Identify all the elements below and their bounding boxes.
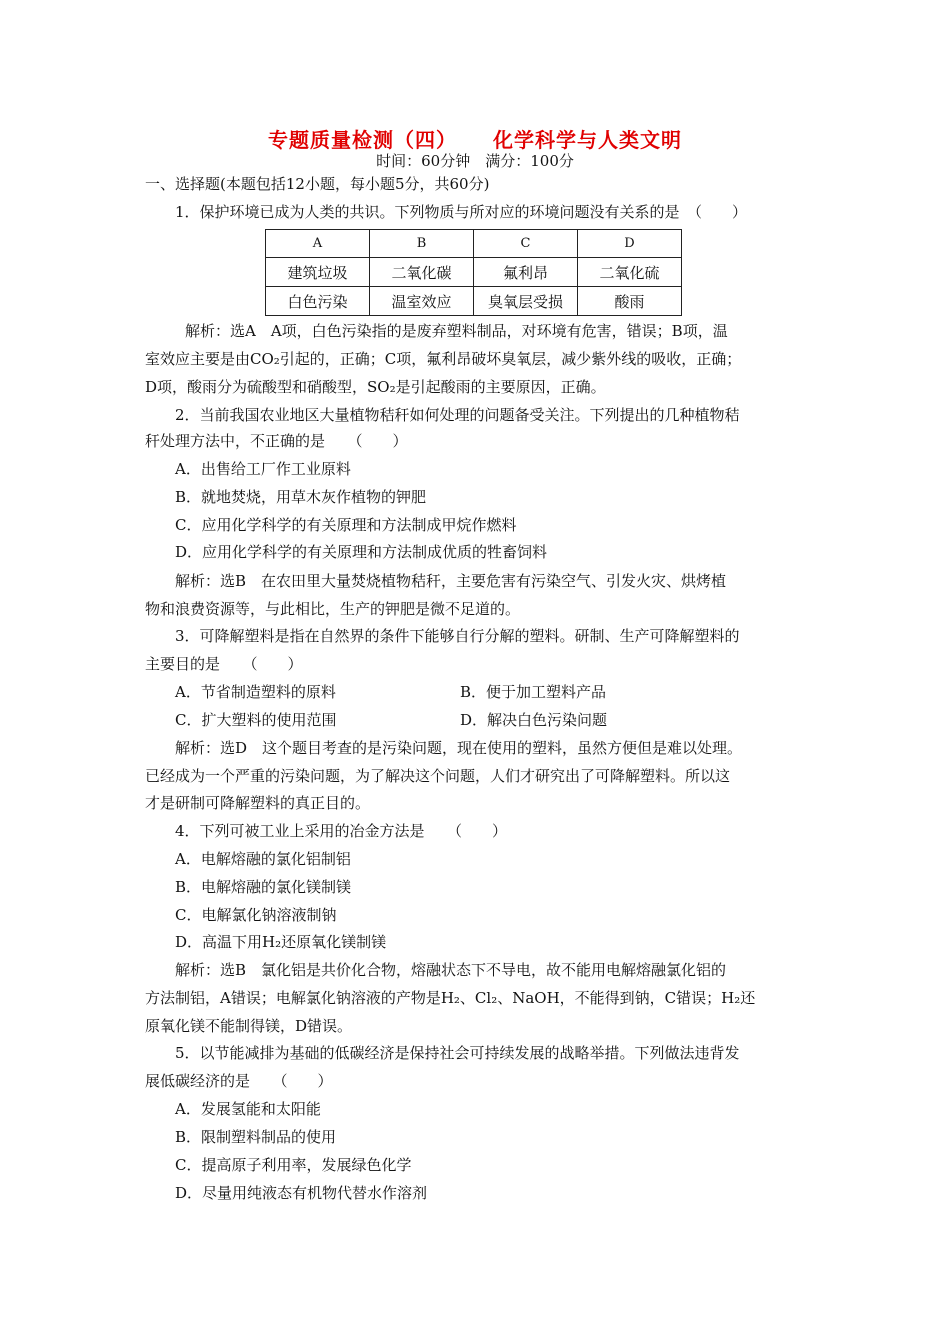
q2-stem-line: 2．当前我国农业地区大量植物秸秆如何处理的问题备受关注。下列提出的几种植物秸 — [175, 406, 740, 424]
q5-option-b: B．限制塑料制品的使用 — [175, 1128, 337, 1146]
section-heading: 一、选择题(本题包括12小题，每小题5分，共60分) — [145, 175, 490, 193]
q1-analysis-line: 解析：选A A项，白色污染指的是废弃塑料制品，对环境有危害，错误；B项，温 — [185, 322, 728, 340]
q2-analysis-line: 物和浪费资源等，与此相比，生产的钾肥是微不足道的。 — [145, 600, 521, 618]
q4-analysis-line: 原氧化镁不能制得镁，D错误。 — [145, 1017, 353, 1035]
q3-stem-line: 3．可降解塑料是指在自然界的条件下能够自行分解的塑料。研制、生产可降解塑料的 — [175, 627, 740, 645]
q3-option-d: D．解决白色污染问题 — [460, 711, 608, 729]
q5-stem-line: 展低碳经济的是 （ ） — [145, 1072, 333, 1090]
q4-analysis-line: 解析：选B 氯化铝是共价化合物，熔融状态下不导电，故不能用电解熔融氯化铝的 — [175, 961, 727, 979]
q4-analysis-line: 方法制铝，A错误；电解氯化钠溶液的产物是H₂、Cl₂、NaOH，不能得到钠，C错误；H₂还 — [145, 989, 756, 1007]
q2-option-d: D．应用化学科学的有关原理和方法制成优质的牲畜饲料 — [175, 543, 548, 561]
q1-table-row — [266, 258, 682, 287]
q1-table-header: A — [266, 230, 370, 258]
q2-stem-line: 秆处理方法中，不正确的是 （ ） — [145, 432, 408, 450]
q1-table-row — [266, 287, 682, 316]
q1-table-cell: 氟利昂 — [474, 258, 578, 287]
q1-analysis-line: 室效应主要是由CO₂引起的，正确；C项，氟利昂破坏臭氧层，减少紫外线的吸收，正确； — [145, 350, 742, 368]
q4-stem: 4．下列可被工业上采用的冶金方法是 （ ） — [175, 822, 508, 840]
q1-table-cell: 温室效应 — [370, 287, 474, 316]
q2-option-c: C．应用化学科学的有关原理和方法制成甲烷作燃料 — [175, 516, 517, 534]
q1-table-cell: 酸雨 — [578, 287, 682, 316]
q1-stem: 1．保护环境已成为人类的共识。下列物质与所对应的环境问题没有关系的是 （ ） — [175, 203, 748, 221]
q4-option-d: D．高温下用H₂还原氧化镁制镁 — [175, 933, 387, 951]
q1-analysis-line: D项，酸雨分为硫酸型和硝酸型，SO₂是引起酸雨的主要原因，正确。 — [145, 378, 606, 396]
q1-table-cell: 臭氧层受损 — [474, 287, 578, 316]
q1-table-cell: 二氧化碳 — [370, 258, 474, 287]
q1-table-header-row — [266, 230, 682, 258]
q5-stem-line: 5．以节能减排为基础的低碳经济是保持社会可持续发展的战略举措。下列做法违背发 — [175, 1044, 740, 1062]
q4-option-a: A．电解熔融的氯化铝制铝 — [175, 850, 351, 868]
title-left: 专题质量检测（四） — [268, 128, 457, 152]
q3-analysis-line: 已经成为一个严重的污染问题，为了解决这个问题，人们才研究出了可降解塑料。所以这 — [145, 767, 731, 785]
q5-option-d: D．尽量用纯液态有机物代替水作溶剂 — [175, 1184, 428, 1202]
q2-option-a: A．出售给工厂作工业原料 — [175, 460, 351, 478]
q1-table-header: B — [370, 230, 474, 258]
q1-table-cell: 二氧化硫 — [578, 258, 682, 287]
q4-option-b: B．电解熔融的氯化镁制镁 — [175, 878, 352, 896]
q2-option-b: B．就地焚烧，用草木灰作植物的钾肥 — [175, 488, 427, 506]
q1-table-header: C — [474, 230, 578, 258]
q1-table — [265, 229, 682, 316]
exam-meta: 时间：60分钟 满分：100分 — [376, 152, 574, 170]
q2-analysis-line: 解析：选B 在农田里大量焚烧植物秸秆，主要危害有污染空气、引发火灾、烘烤植 — [175, 572, 727, 590]
q3-analysis-line: 解析：选D 这个题目考查的是污染问题，现在使用的塑料，虽然方便但是难以处理。 — [175, 739, 743, 757]
q3-option-c: C．扩大塑料的使用范围 — [175, 711, 337, 729]
q1-table-header: D — [578, 230, 682, 258]
title-right: 化学科学与人类文明 — [493, 128, 682, 152]
q1-table-cell: 白色污染 — [266, 287, 370, 316]
q3-option-b: B．便于加工塑料产品 — [460, 683, 607, 701]
page-title — [0, 124, 950, 153]
q3-stem-line: 主要目的是 （ ） — [145, 655, 303, 673]
q4-option-c: C．电解氯化钠溶液制钠 — [175, 906, 337, 924]
q3-analysis-line: 才是研制可降解塑料的真正目的。 — [145, 794, 371, 812]
q5-option-c: C．提高原子利用率，发展绿色化学 — [175, 1156, 412, 1174]
q5-option-a: A．发展氢能和太阳能 — [175, 1100, 321, 1118]
q1-table-cell: 建筑垃圾 — [266, 258, 370, 287]
q3-option-a: A．节省制造塑料的原料 — [175, 683, 336, 701]
